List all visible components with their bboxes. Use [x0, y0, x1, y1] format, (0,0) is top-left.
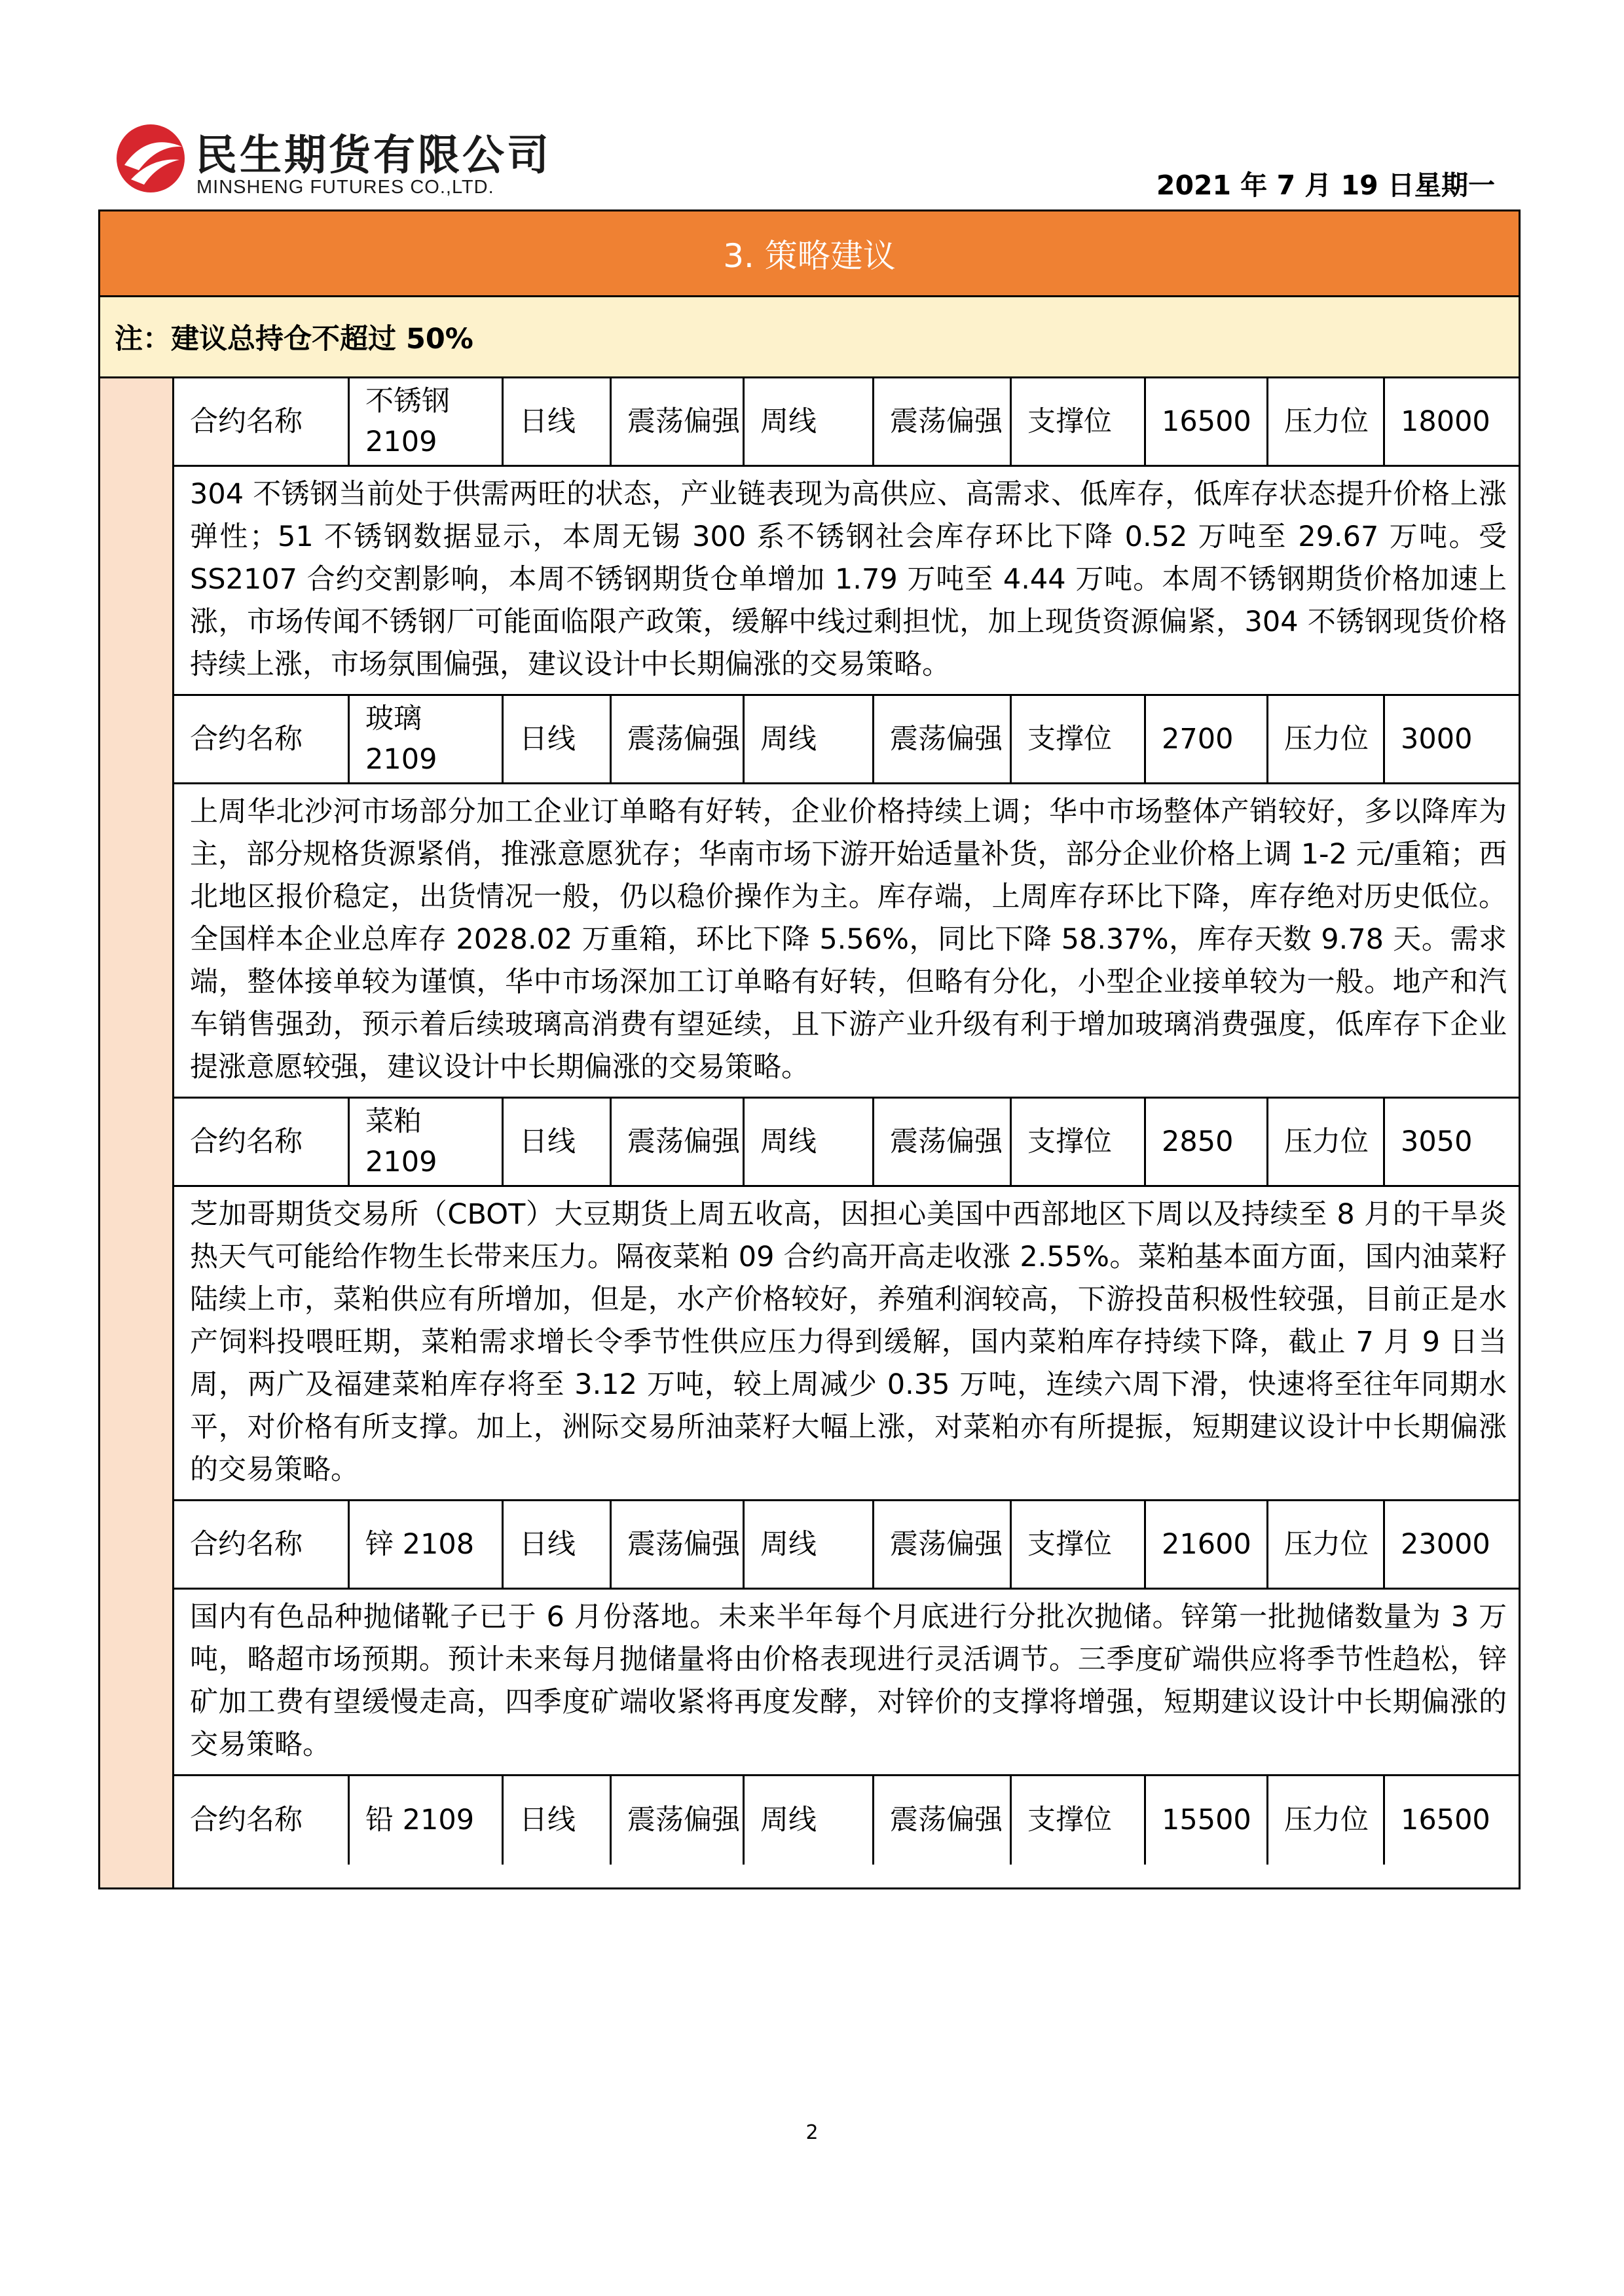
position-note: 注：建议总持仓不超过 50%	[100, 297, 1519, 378]
support-value: 21600	[1146, 1501, 1268, 1588]
weekly-label: 周线	[745, 1776, 874, 1865]
logo-company-cn: 民生期货有限公司	[195, 132, 551, 180]
resistance-label: 压力位	[1268, 378, 1385, 465]
company-logo	[111, 119, 583, 198]
weekly-trend: 震荡偏强	[874, 378, 1012, 465]
strategy-table	[98, 210, 1521, 1889]
daily-trend: 震荡偏强	[612, 1501, 745, 1588]
resistance-value: 18000	[1401, 405, 1490, 438]
daily-trend: 震荡偏强	[612, 696, 745, 782]
weekly-label: 周线	[745, 696, 874, 782]
resistance-value: 23000	[1401, 1527, 1490, 1561]
contract-header-row	[174, 1776, 1519, 1865]
contract-header-row	[174, 1099, 1519, 1187]
daily-label: 日线	[504, 378, 612, 465]
support-label: 支撑位	[1012, 1501, 1146, 1588]
support-value: 16500	[1146, 378, 1268, 465]
contract-name-label: 合约名称	[174, 696, 350, 782]
daily-label: 日线	[504, 1099, 612, 1185]
logo-company-en: MINSHENG FUTURES CO.,LTD.	[196, 177, 494, 198]
resistance-value: 3050	[1401, 1125, 1473, 1158]
contract-header-row	[174, 696, 1519, 784]
contract-name-label: 合约名称	[174, 378, 350, 465]
support-label: 支撑位	[1012, 1776, 1146, 1865]
resistance-label: 压力位	[1268, 1776, 1385, 1865]
daily-trend: 震荡偏强	[612, 1099, 745, 1185]
resistance-value: 16500	[1401, 1804, 1490, 1837]
support-value: 2850	[1146, 1099, 1268, 1185]
contract-name-label: 合约名称	[174, 1099, 350, 1185]
contract-header-row	[174, 378, 1519, 467]
section-title: 3. 策略建议	[100, 211, 1519, 297]
contract-description: 304 不锈钢当前处于供需两旺的状态，产业链表现为高供应、高需求、低库存，低库存状态提升价格上涨弹性；51 不锈钢数据显示，本周无锡 300 系不锈钢社会库存环比下降 0.52 万吨至 29.67 万吨。受 SS2107 合约交割影响，本周不锈钢期货仓单增加 1.79 万吨至 4.44 万吨。本周不锈钢期货价格加速上涨，市场传闻不锈钢厂可能面临限产政策，缓解中线过剩担忧，加上现货资源偏紧，304 不锈钢现货价格持续上涨，市场氛围偏强，建议设计中长期偏涨的交易策略。	[174, 467, 1519, 696]
daily-label: 日线	[504, 696, 612, 782]
contract-name: 铅 2109	[350, 1776, 504, 1865]
minsheng-logo-icon	[111, 119, 190, 198]
contracts-grid	[174, 378, 1519, 1865]
weekly-trend: 震荡偏强	[874, 1099, 1012, 1185]
contract-name: 锌 2108	[350, 1501, 504, 1588]
weekly-trend: 震荡偏强	[874, 1501, 1012, 1588]
support-label: 支撑位	[1012, 1099, 1146, 1185]
side-margin-column	[100, 378, 174, 1887]
contract-header-row	[174, 1501, 1519, 1590]
support-label: 支撑位	[1012, 696, 1146, 782]
support-value: 2700	[1146, 696, 1268, 782]
daily-trend: 震荡偏强	[612, 378, 745, 465]
resistance-value: 3000	[1401, 722, 1473, 756]
daily-label: 日线	[504, 1776, 612, 1865]
contract-description: 芝加哥期货交易所（CBOT）大豆期货上周五收高，因担心美国中西部地区下周以及持续至 8 月的干旱炎热天气可能给作物生长带来压力。隔夜菜粕 09 合约高开高走收涨 2.55%。菜粕基本面方面，国内油菜籽陆续上市，菜粕供应有所增加，但是，水产价格较好，养殖利润较高，下游投苗积极性较强，目前正是水产饲料投喂旺期，菜粕需求增长令季节性供应压力得到缓解，国内菜粕库存持续下降，截止 7 月 9 日当周，两广及福建菜粕库存将至 3.12 万吨，较上周减少 0.35 万吨，连续六周下滑，快速将至往年同期水平，对价格有所支撑。加上，洲际交易所油菜籽大幅上涨，对菜粕亦有所提振，短期建议设计中长期偏涨的交易策略。	[174, 1187, 1519, 1501]
weekly-label: 周线	[745, 1501, 874, 1588]
daily-label: 日线	[504, 1501, 612, 1588]
resistance-label: 压力位	[1268, 1501, 1385, 1588]
contract-name-label: 合约名称	[174, 1501, 350, 1588]
resistance-label: 压力位	[1268, 1099, 1385, 1185]
contract-name: 不锈钢 2109	[350, 378, 504, 465]
support-value: 15500	[1146, 1776, 1268, 1865]
contract-name: 玻璃 2109	[350, 696, 504, 782]
resistance-label: 压力位	[1268, 696, 1385, 782]
weekly-label: 周线	[745, 378, 874, 465]
weekly-trend: 震荡偏强	[874, 1776, 1012, 1865]
daily-trend: 震荡偏强	[612, 1776, 745, 1865]
contract-name-label: 合约名称	[174, 1776, 350, 1865]
contract-description: 上周华北沙河市场部分加工企业订单略有好转，企业价格持续上调；华中市场整体产销较好，多以降库为主，部分规格货源紧俏，推涨意愿犹存；华南市场下游开始适量补货，部分企业价格上调 1-2 元/重箱；西北地区报价稳定，出货情况一般，仍以稳价操作为主。库存端，上周库存环比下降，库存绝对历史低位。全国样本企业总库存 2028.02 万重箱，环比下降 5.56%，同比下降 58.37%，库存天数 9.78 天。需求端，整体接单较为谨慎，华中市场深加工订单略有好转，但略有分化，小型企业接单较为一般。地产和汽车销售强劲，预示着后续玻璃高消费有望延续，且下游产业升级有利于增加玻璃消费强度，低库存下企业提涨意愿较强，建议设计中长期偏涨的交易策略。	[174, 784, 1519, 1099]
contract-name: 菜粕 2109	[350, 1099, 504, 1185]
weekly-trend: 震荡偏强	[874, 696, 1012, 782]
support-label: 支撑位	[1012, 378, 1146, 465]
report-date: 2021 年 7 月 19 日星期一	[1156, 170, 1495, 201]
contract-description: 国内有色品种抛储靴子已于 6 月份落地。未来半年每个月底进行分批次抛储。锌第一批抛储数量为 3 万吨，略超市场预期。预计未来每月抛储量将由价格表现进行灵活调节。三季度矿端供应将季节性趋松，锌矿加工费有望缓慢走高，四季度矿端收紧将再度发酵，对锌价的支撑将增强，短期建议设计中长期偏涨的交易策略。	[174, 1590, 1519, 1776]
page-number: 2	[805, 2121, 819, 2144]
weekly-label: 周线	[745, 1099, 874, 1185]
